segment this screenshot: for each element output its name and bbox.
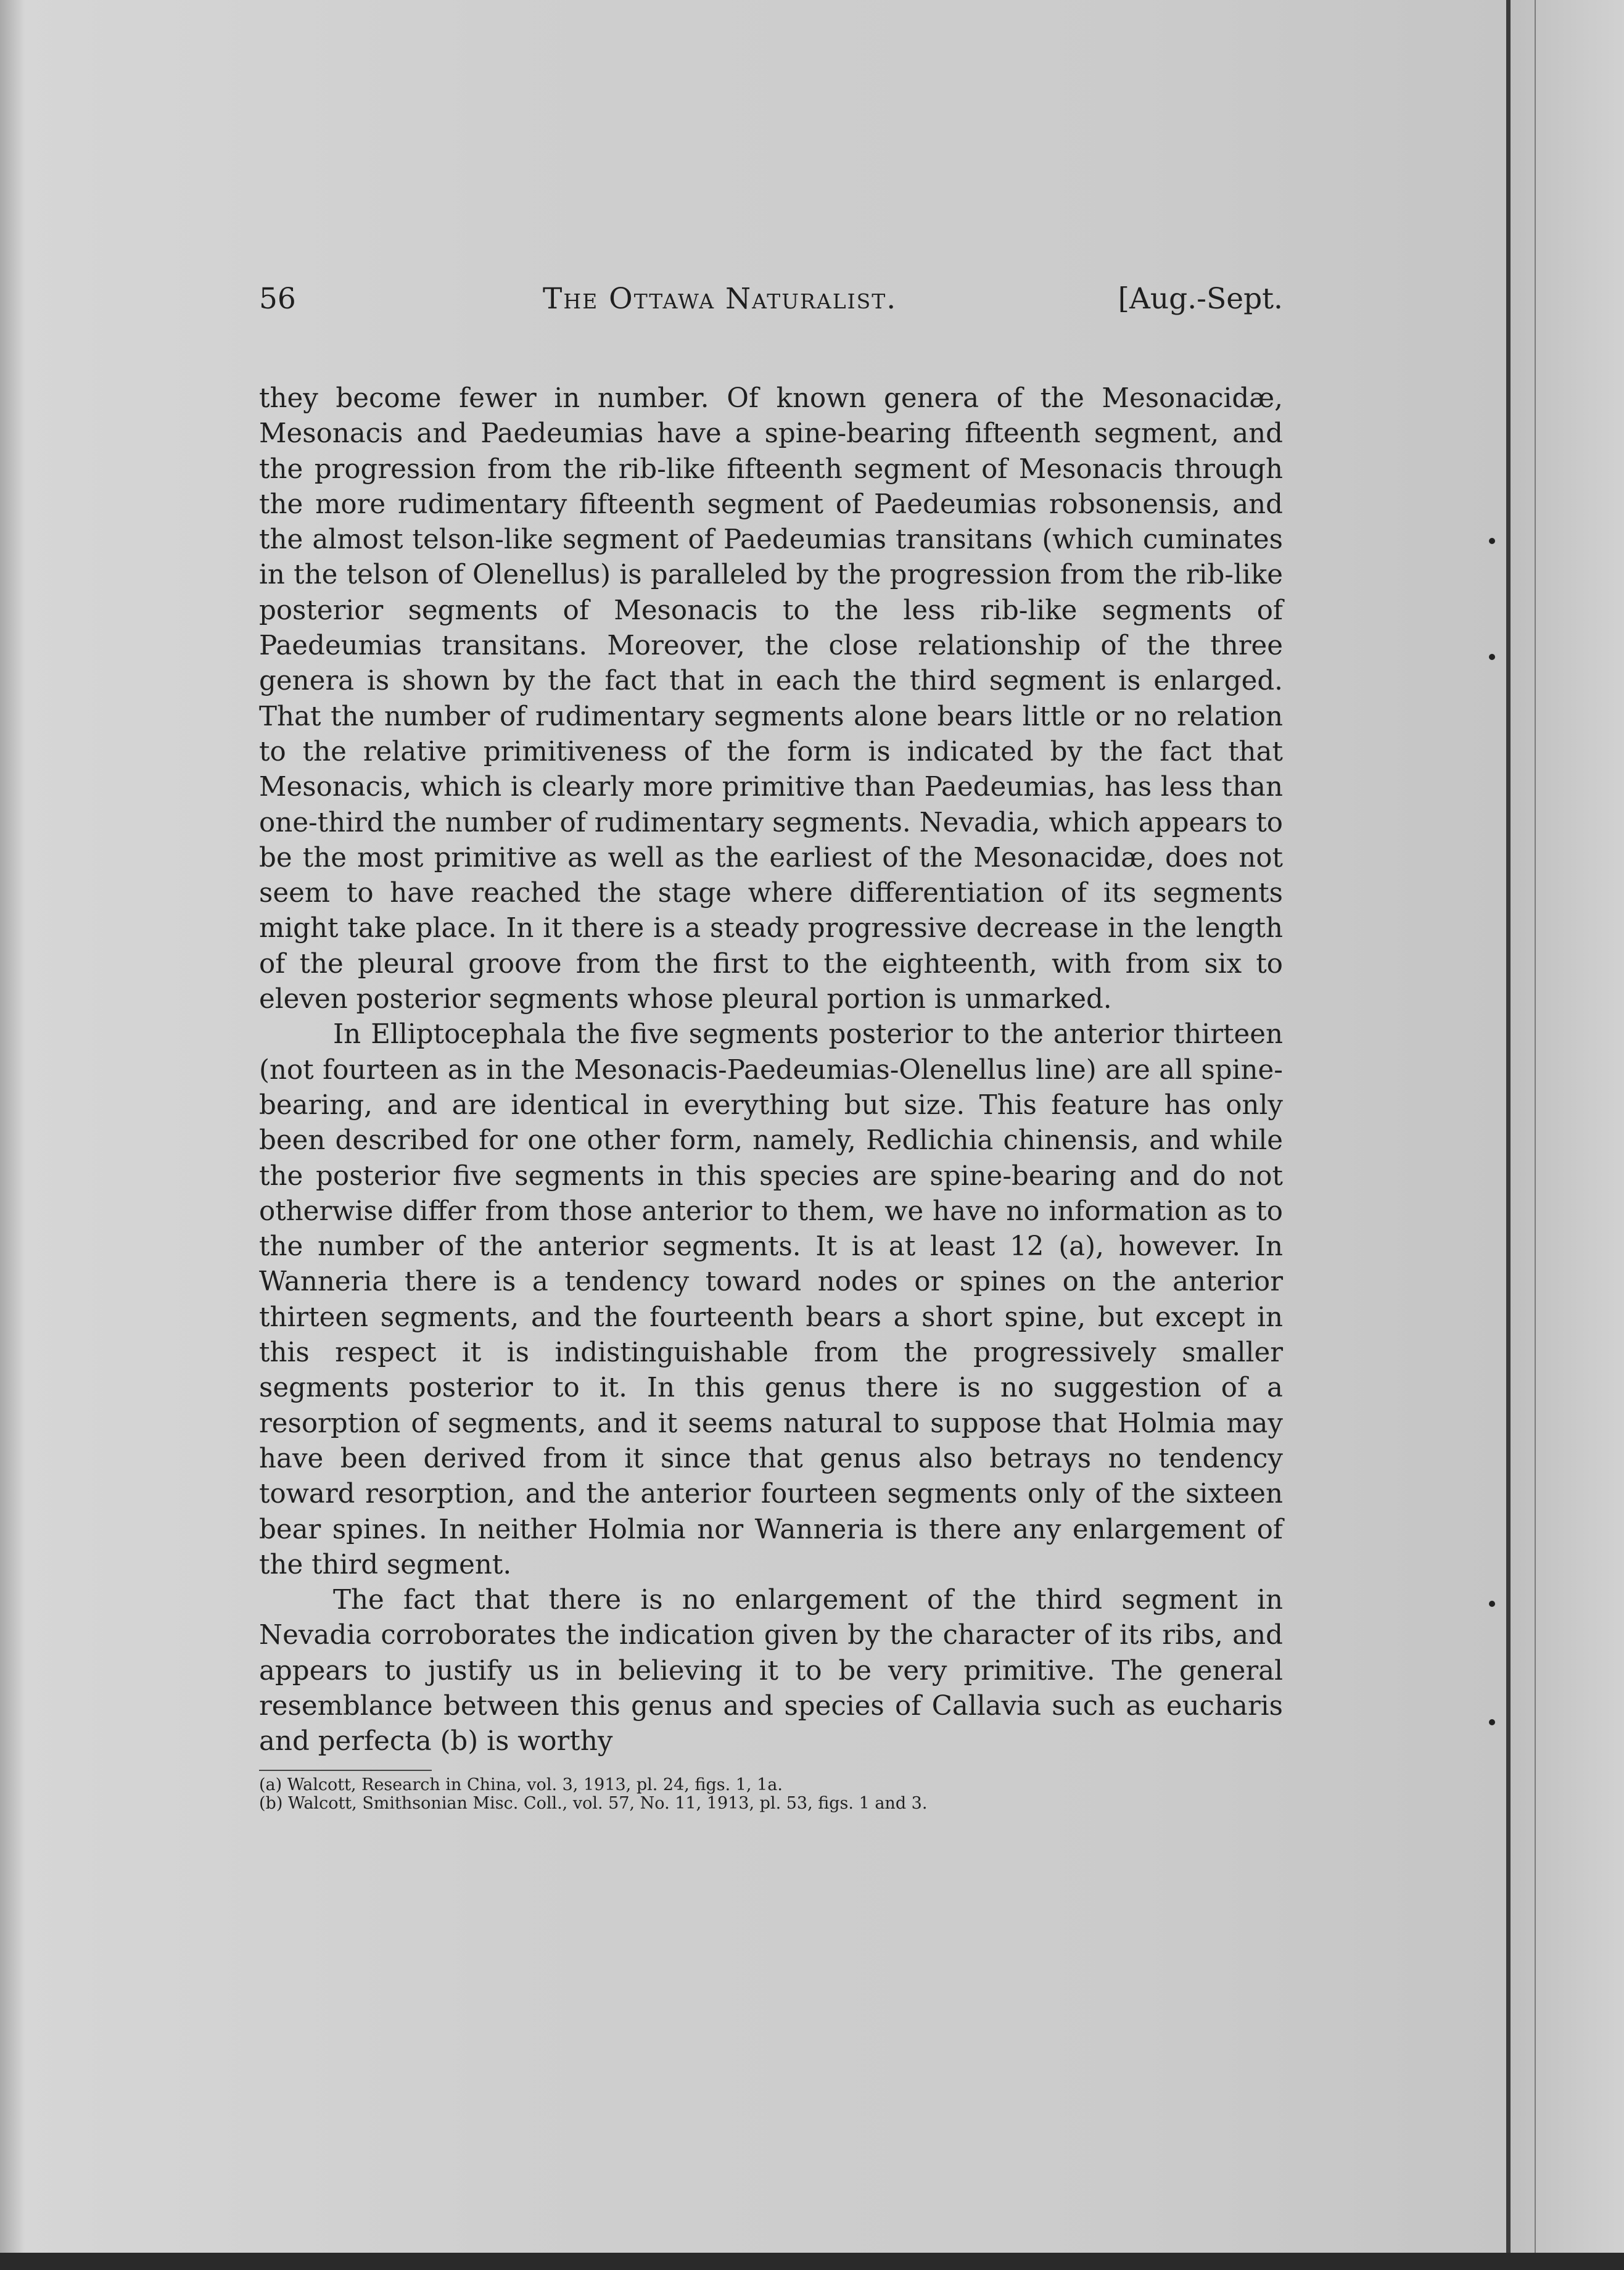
- footnote-a: (a) Walcott, Research in China, vol. 3, 1913, pl. 24, figs. 1, 1a.: [259, 1775, 783, 1794]
- journal-title: The Ottawa Naturalist.: [543, 282, 897, 316]
- page-content: [259, 278, 1283, 1813]
- left-edge-shadow: [0, 0, 25, 2270]
- adjacent-page-edge: [1535, 0, 1536, 2270]
- adjacent-page-strip: [1511, 0, 1624, 2270]
- footnotes: [259, 1776, 1283, 1813]
- issue-date: [Aug.-Sept.: [1118, 282, 1283, 316]
- paragraph: In Elliptocephala the five segments posterior to the anterior thirteen (not fourteen as in the Mesonacis-Paedeumias-Olenellus line) are all spine-bearing, and are identical in everything but size. This feature has only been described for one other form, namely, Redlichia chinensis, and while the posterior five segments in this species are spine-bearing and do not otherwise differ from those anterior to them, we have no information as to the number of the anterior segments. It is at least 12 (a), however. In Wanneria there is a tendency toward nodes or spines on the anterior thirteen segments, and the fourteenth bears a short spine, but except in this respect it is indistinguishable from the progressively smaller segments posterior to it. In this genus there is no suggestion of a resorption of segments, and it seems natural to suppose that Holmia may have been derived from it since that genus also betrays no tendency toward resorption, and the anterior fourteen segments only of the sixteen bear spines. In neither Holmia nor Wanneria is there any enlargement of the third segment.: [259, 1019, 1283, 1580]
- page-fold-line: [1506, 0, 1511, 2270]
- paragraph: they become fewer in number. Of known genera of the Mesonacidæ, Mesonacis and Paedeumias have a spine-bearing fifteenth segment, and the progression from the rib-like fifteenth segment of Mesonacis through the more rudimentary fifteenth segment of Paedeumias robsonensis, and the almost telson-like segment of Paedeumias transitans (which cuminates in the telson of Olenellus) is paralleled by the progression from the rib-like posterior segments of Mesonacis to the less rib-like segments of Paedeumias transitans. Moreover, the close relationship of the three genera is shown by the fact that in each the third segment is enlarged. That the number of rudimentary segments alone bears little or no relation to the relative primitiveness of the form is indicated by the fact that Mesonacis, which is clearly more primitive than Paedeumias, has less than one-third the number of rudimentary segments. Nevadia, which appears to be the most primitive as well as the earliest of the Mesonacidæ, does not seem to have reached the stage where differentiation of its segments might take place. In it there is a steady progressive decrease in the length of the pleural groove from the first to the eighteenth, with from six to eleven posterior segments whose pleural portion is unmarked.: [259, 383, 1283, 1015]
- margin-mark: [1489, 538, 1495, 544]
- footnote-divider: [259, 1770, 432, 1771]
- running-head: [259, 278, 1283, 321]
- article-body: [259, 381, 1283, 1760]
- footnote-b: (b) Walcott, Smithsonian Misc. Coll., vol. 57, No. 11, 1913, pl. 53, figs. 1 and 3.: [259, 1793, 928, 1813]
- margin-mark: [1489, 654, 1495, 660]
- margin-mark: [1489, 1601, 1495, 1607]
- page-number: 56: [259, 282, 296, 316]
- bottom-scan-border: [0, 2253, 1624, 2270]
- margin-mark: [1489, 1719, 1495, 1725]
- paragraph: The fact that there is no enlargement of the third segment in Nevadia corroborates the indication given by the character of its ribs, and appears to justify us in believing it to be very primitive. The general resemblance between this genus and species of Callavia such as eucharis and perfecta (b) is worthy: [259, 1585, 1283, 1757]
